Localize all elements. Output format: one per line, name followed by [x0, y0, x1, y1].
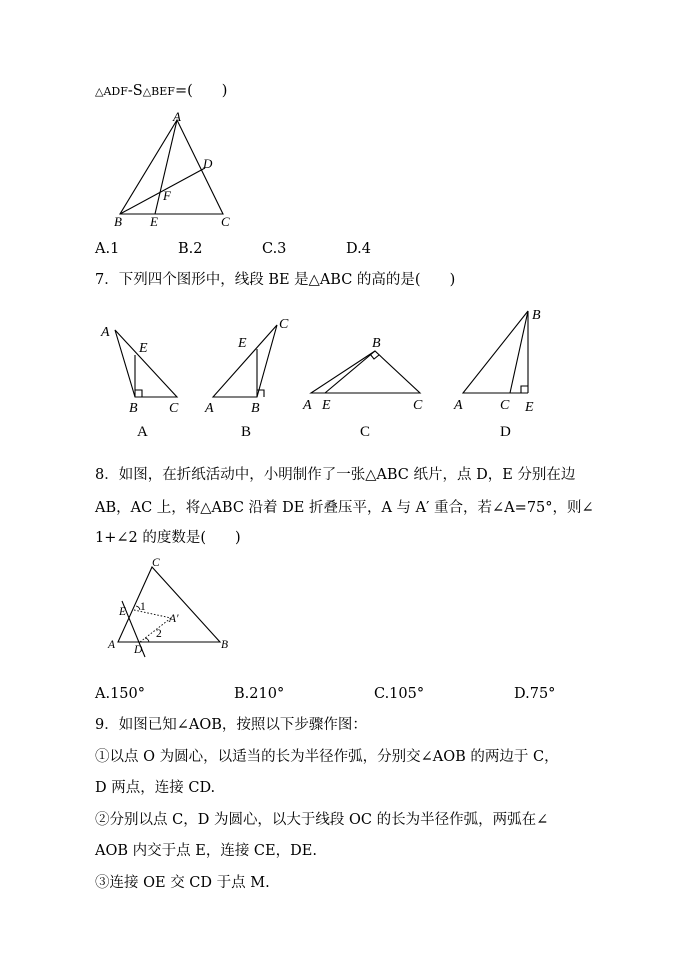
q7c-label-b: B [372, 336, 381, 351]
q7c-caption: C [360, 424, 371, 440]
q7c-label-c: C [413, 398, 423, 413]
q8-label-a: A [108, 639, 116, 651]
q7d-caption: D [500, 424, 511, 440]
q7a-right-angle-mark [135, 390, 142, 397]
q7c-label-a: A [303, 398, 312, 413]
q8-option-c: C.105° [374, 686, 425, 702]
q6-option-b: B.2 [178, 241, 203, 257]
q8-stem-line2: AB，AC 上，将△ABC 沿着 DE 折叠压平，A 与 A′ 重合，若∠A=75°，则∠ [95, 500, 594, 516]
q7b-caption: B [241, 424, 252, 440]
q6-minus-s: -S [127, 83, 143, 99]
q7-stem: 7．下列四个图形中，线段 BE 是△ABC 的高的是( ) [95, 272, 456, 288]
q7b-label-e: E [238, 336, 247, 351]
q9-step2-line1: ②分别以点 C，D 为圆心，以大于线段 OC 的长为半径作弧，两弧在∠ [95, 812, 549, 828]
q9-stem: 9．如图已知∠AOB，按照以下步骤作图： [95, 717, 367, 733]
q8-label-e: E [119, 606, 127, 618]
q7c-segment-be [325, 351, 375, 393]
q6-stem [95, 81, 227, 102]
q8-option-b: B.210° [234, 686, 285, 702]
q9-step3: ③连接 OE 交 CD 于点 M. [95, 875, 270, 891]
q9-step2-line2: AOB 内交于点 E，连接 CE，DE. [95, 843, 317, 859]
q6-paren: =( ) [174, 83, 228, 99]
q7a-label-a: A [101, 325, 110, 340]
q8-stem-line1: 8．如图，在折纸活动中，小明制作了一张△ABC 纸片，点 D，E 分别在边 [95, 467, 576, 483]
q8-angle2-arc [145, 638, 149, 642]
q6-label-a: A [173, 109, 181, 124]
q8-label-c: C [152, 557, 160, 569]
q7d-label-e: E [525, 400, 534, 415]
q7a-label-c: C [169, 401, 179, 416]
q6-figure [105, 108, 245, 230]
q6-sub-bef: △BEF [142, 85, 175, 98]
q8-label-2: 2 [156, 628, 162, 640]
q8-figure [105, 555, 240, 660]
q7c-label-e: E [322, 398, 331, 413]
q6-option-a: A.1 [95, 241, 120, 257]
q7d-triangle [463, 311, 528, 393]
q6-label-b: B [114, 214, 122, 229]
q7d-label-c: C [500, 398, 510, 413]
q7b-label-a: A [205, 401, 214, 416]
q6-triangle-symbol: △ [95, 85, 104, 98]
q8-option-a: A.150° [95, 686, 146, 702]
q8-option-d: D.75° [514, 686, 556, 702]
q7a-label-b: B [129, 401, 138, 416]
q6-label-e: E [150, 214, 158, 229]
q8-stem-line3: 1+∠2 的度数是( ) [95, 530, 241, 546]
q8-triangle-abc [118, 567, 220, 642]
q7a-label-e: E [139, 341, 148, 356]
q6-label-f: F [163, 188, 171, 203]
q7b-label-b: B [251, 401, 260, 416]
q6-sub-adf: ADF [103, 85, 128, 98]
q8-label-d: D [134, 644, 143, 656]
q6-label-d: D [203, 156, 213, 171]
q8-label-b: B [221, 639, 229, 651]
q6-option-c: C.3 [262, 241, 287, 257]
q7d-label-b: B [532, 308, 541, 323]
q9-step1-line2: D 两点，连接 CD. [95, 780, 216, 796]
q7b-label-c: C [279, 317, 289, 332]
q7c-triangle [311, 351, 420, 393]
q9-step1-line1: ①以点 O 为圆心，以适当的长为半径作弧，分别交∠AOB 的两边于 C， [95, 749, 559, 765]
q8-label-1: 1 [140, 601, 146, 613]
q6-label-c: C [221, 214, 230, 229]
q7d-label-a: A [454, 398, 463, 413]
q7d-right-angle-mark [521, 386, 528, 393]
q7-figures [95, 305, 555, 445]
q7a-caption: A [137, 424, 148, 440]
q6-option-d: D.4 [346, 241, 371, 257]
q8-label-aprime: A′ [169, 613, 179, 625]
